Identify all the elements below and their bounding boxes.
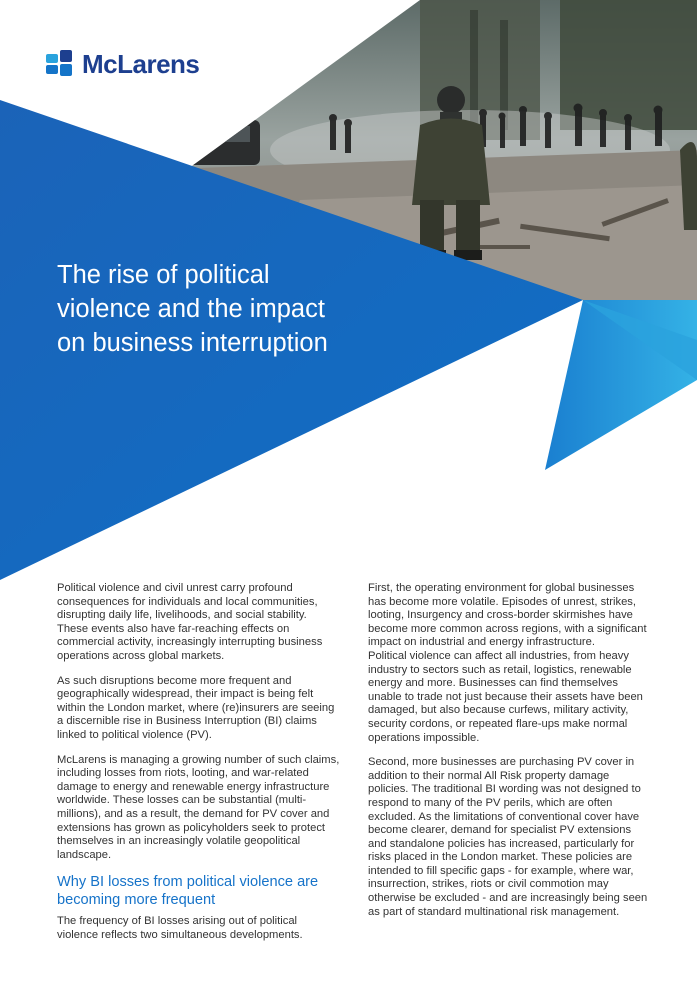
paragraph: Second, more businesses are purchasing PV cover in addition to their normal All Risk property damage policies. The traditional BI wording was not designed to respond to many of the PV perils, which are often excluded. As the limitations of conventional cover have become clearer, demand for specialist PV extensions and standalone policies has increased, particularly for risks placed in the London market. These policies are intended to fill specific gaps - for example, where war, insurrection, strikes, riots or civil commotion may otherwise be excluded - and are increasingly being seen as part of standard multinational risk management. <box>368 756 648 918</box>
paragraph: McLarens is managing a growing number of such claims, including losses from riots, looting, and war-related damage to energy and renewable energy infrastructure worldwide. These losses can be substantial (multi-millions), and as a result, the demand for PV cover and extensions has grown as policyholders seek to protect themselves in an increasingly volatile geopolitical landscape. <box>57 753 340 861</box>
paragraph: The frequency of BI losses arising out of political violence reflects two simultaneous developments. <box>57 915 303 941</box>
paragraph: Political violence and civil unrest carry profound consequences for individuals and local communities, disrupting daily life, livelihoods, and social stability. These events also have far-reaching effects on commercial activity, increasingly interrupting business operations across global markets. <box>57 582 323 662</box>
left-column <box>57 582 340 953</box>
paragraph: Political violence can affect all industries, from heavy industry to sectors such as retail, logistics, renewable energy and more. Businesses can find themselves unable to trade not just because their assets have been damaged, but also because curfews, military activity, security cordons, or repeated flare-ups make normal operations impossible. <box>368 649 643 744</box>
mclarens-logo <box>44 48 199 80</box>
paragraph: First, the operating environment for global businesses has become more volatile. Episodes of unrest, strikes, looting, Insurgency and cross-border skirmishes have become more common across regions, with a significant impact on industrial and energy infrastructure. <box>368 582 647 649</box>
mclarens-logo-icon <box>44 48 76 80</box>
paragraph: As such disruptions become more frequent and geographically widespread, their impact is being felt within the London market, where (re)insurers are seeing a discernible rise in Business Interruption (BI) claims linked to political violence (PV). <box>57 674 335 741</box>
logo-wordmark: McLarens <box>82 48 200 79</box>
section-subheading: Why BI losses from political violence are becoming more frequent <box>57 874 319 909</box>
right-column <box>368 582 650 930</box>
page-title: The rise of political violence and the impact on business interruption <box>57 261 328 357</box>
